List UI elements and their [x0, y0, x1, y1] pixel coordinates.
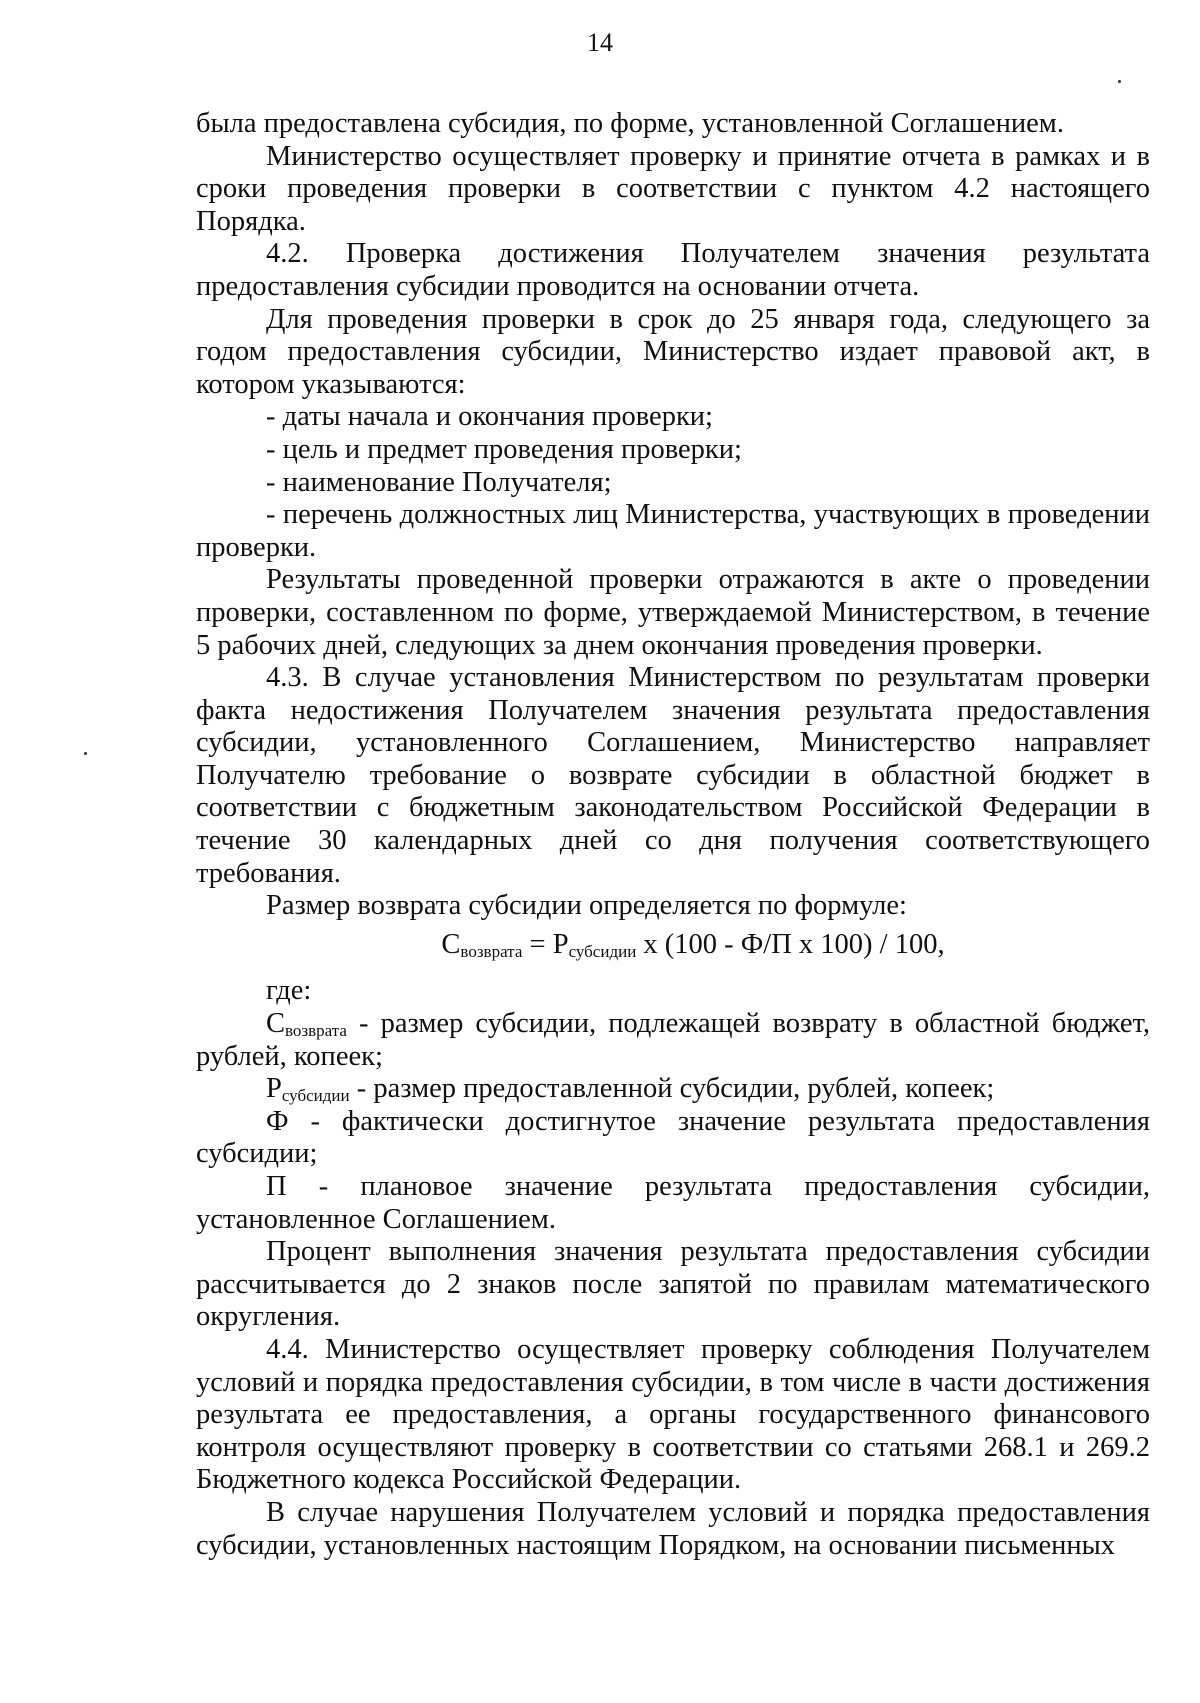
paragraph: Министерство осуществляет проверку и принятие отчета в рамках и в сроки проведения проверки в соответствии с пунктом 4.2 настоящего Порядка. [196, 140, 1150, 237]
def-r-sub: субсидии [281, 1086, 350, 1106]
def-r-symbol: Р [266, 1073, 282, 1105]
formula-c: С [441, 928, 461, 960]
paragraph: Для проведения проверки в срок до 25 января года, следующего за годом предоставления субсидии, Министерство издает правовой акт, в котором указываются: [196, 303, 1150, 400]
definition-f: Ф - фактически достигнутое значение результата предоставления субсидии; [196, 1105, 1150, 1170]
formula-r-sub: субсидии [568, 941, 637, 961]
list-item: - перечень должностных лиц Министерства, участвующих в проведении проверки. [196, 499, 1150, 563]
paragraph: В случае нарушения Получателем условий и порядка предоставления субсидии, установленных настоящим Порядком, на основании письменных [196, 1496, 1150, 1561]
formula-eq: = [522, 928, 553, 960]
def-c-symbol: С [266, 1008, 286, 1040]
def-c-sub: возврата [285, 1021, 347, 1041]
document-body [196, 108, 1150, 1562]
formula-r: Р [552, 928, 569, 960]
paragraph: Процент выполнения значения результата предоставления субсидии рассчитывается до 2 знаков после запятой по правилам математического округления. [196, 1236, 1150, 1333]
list-item: - цель и предмет проведения проверки; [266, 433, 742, 465]
section-4-2-paragraph: 4.2. Проверка достижения Получателем значения результата предоставления субсидии проводится на основании отчета. [196, 238, 1150, 302]
definition-c [196, 1008, 1150, 1073]
scan-speck [84, 752, 87, 755]
formula [196, 929, 1150, 962]
page-number: 14 [587, 28, 613, 57]
formula-rest: х (100 - Ф/П х 100) / 100, [636, 928, 945, 960]
def-c-text: - размер субсидии, подлежащей возврату в областной бюджет, рублей, копеек; [196, 1008, 1150, 1072]
list-item: - даты начала и окончания проверки; [266, 401, 713, 433]
formula-c-sub: возврата [460, 941, 523, 961]
definition-p: П - плановое значение результата предоставления субсидии, установленное Соглашением. [196, 1171, 1150, 1235]
section-4-4-paragraph: 4.4. Министерство осуществляет проверку соблюдения Получателем условий и порядка предоставления субсидии, в том числе в части достижения результата ее предоставления, а органы государственного финансового контроля осуществляют проверку в соответствии со статьями 268.1 и 269.2 Бюджетного кодекса Российской Федерации. [196, 1333, 1150, 1496]
definition-r [196, 1073, 1150, 1106]
def-r-text: - размер предоставленной субсидии, рублей, копеек; [349, 1073, 995, 1105]
paragraph: Размер возврата субсидии определяется по формуле: [266, 890, 907, 922]
paragraph: была предоставлена субсидия, по форме, установленной Соглашением. [196, 108, 1064, 139]
scan-speck [1118, 80, 1121, 83]
list-item: - наименование Получателя; [266, 466, 612, 498]
section-4-3-paragraph: 4.3. В случае установления Министерством по результатам проверки факта недостижения Получателем значения результата предоставления субсидии, установленного Соглашением, Министерство направляет Получателю требование о возврате субсидии в областной бюджет в соответствии с бюджетным законодательством Российской Федерации в течение 30 календарных дней со дня получения соответствующего требования. [196, 662, 1150, 889]
paragraph: Результаты проведенной проверки отражаются в акте о проведении проверки, составленном по форме, утверждаемой Министерством, в течение 5 рабочих дней, следующих за днем окончания проведения проверки. [196, 564, 1150, 661]
where-label: где: [266, 975, 312, 1007]
